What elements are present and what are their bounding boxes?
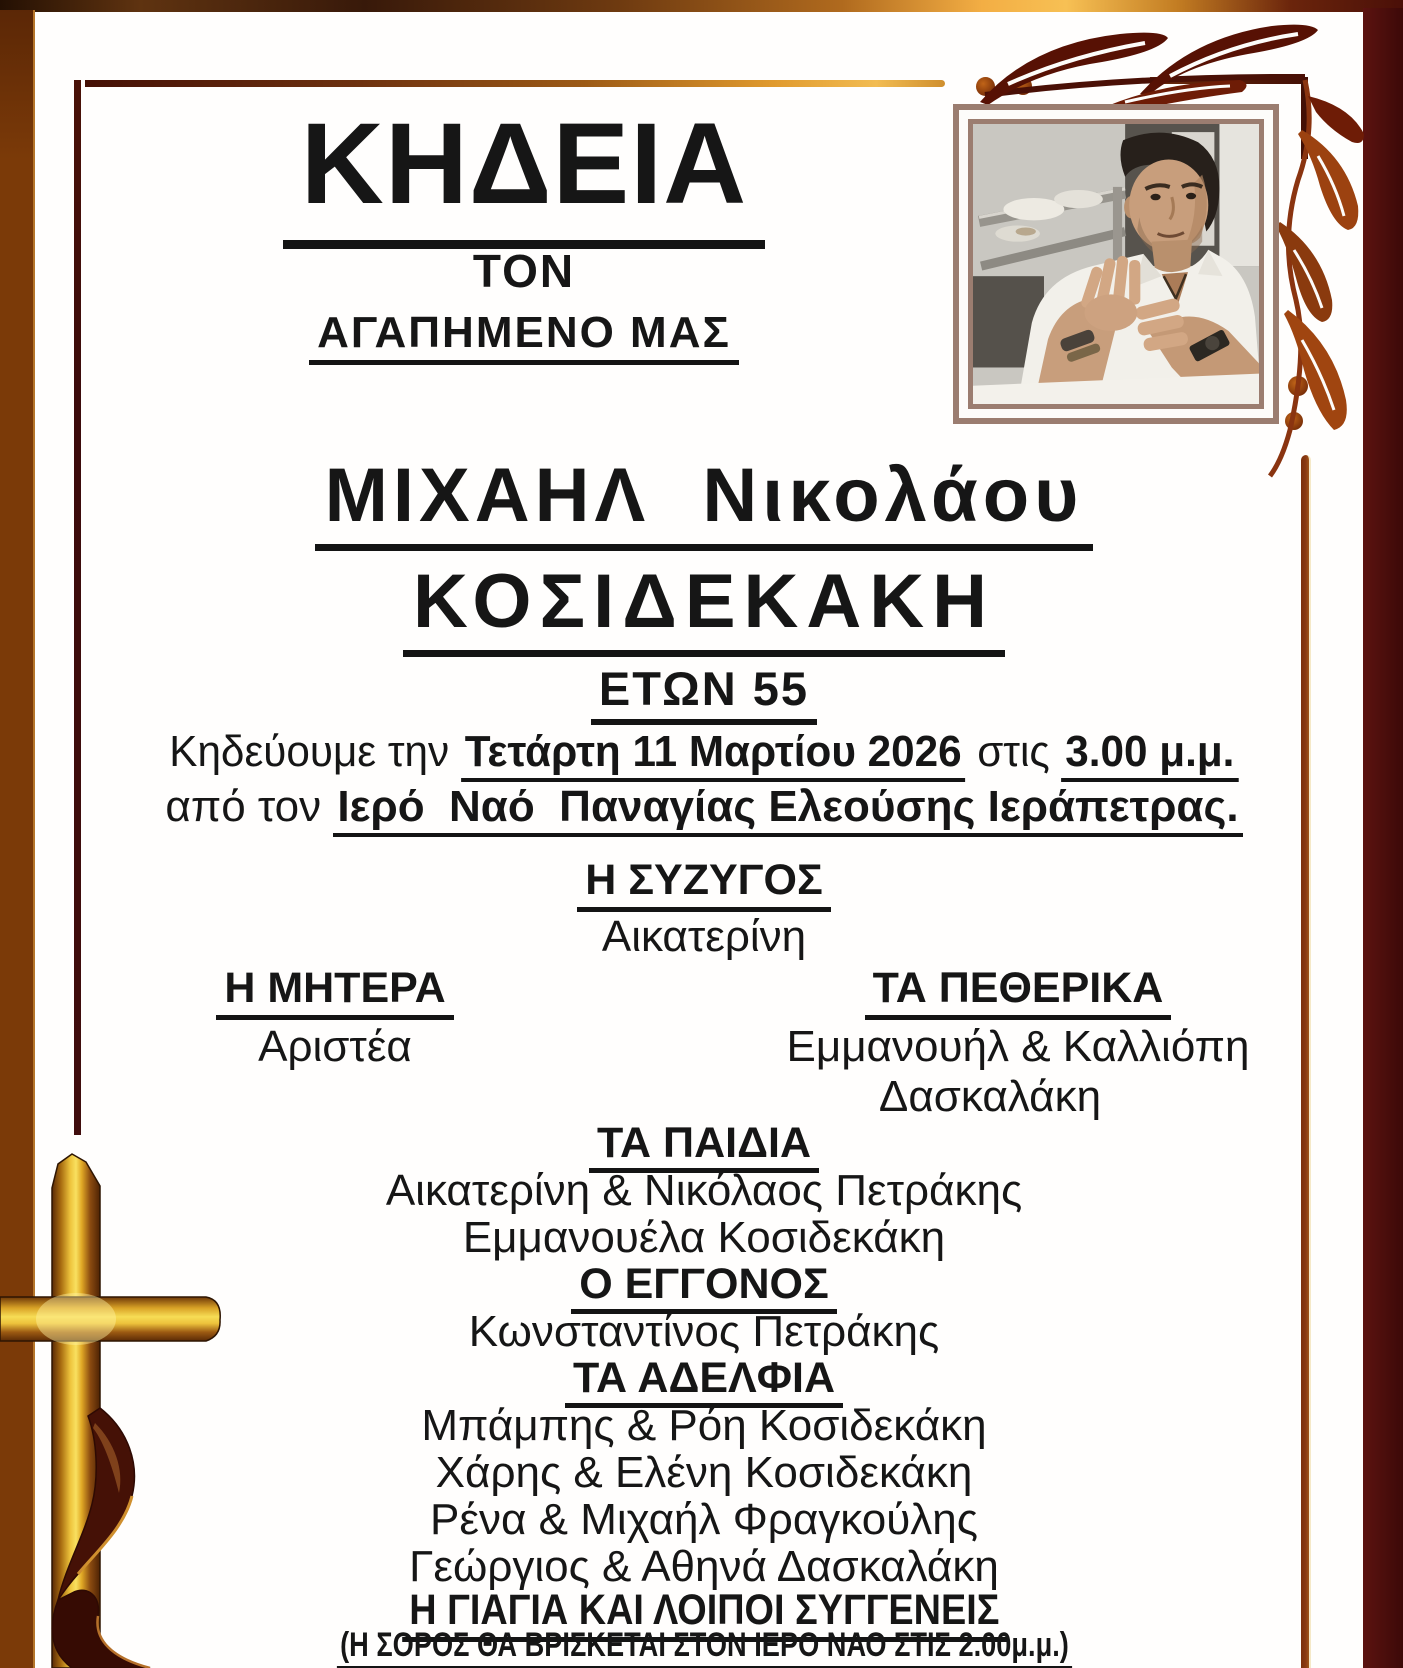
deceased-age: ΕΤΩΝ 55: [90, 661, 1318, 716]
in-laws-names: Δασκαλάκη: [878, 1072, 1102, 1121]
in-laws-header: ΤΑ ΠΕΘΕΡΙΚΑ: [735, 964, 1301, 1012]
inner-frame-top-line: [85, 80, 945, 87]
closing-line: Η ΓΙΑΓΙΑ ΚΑΙ ΛΟΙΠΟΙ ΣΥΓΓΕΝΕΙΣ: [90, 1586, 1318, 1635]
mother-name: Αριστέα: [258, 1022, 412, 1071]
intro-line-2: ΑΓΑΠΗΜΕΝΟ ΜΑΣ: [90, 308, 958, 358]
spouse-name: Αικατερίνη: [601, 912, 807, 961]
inner-frame-left-line: [74, 80, 81, 1135]
footnote: (Η ΣΟΡΟΣ ΘΑ ΒΡΙΣΚΕΤΑΙ ΣΤΟΝ ΙΕΡΟ ΝΑΟ ΣΤΙΣ 2.00μ.μ.): [90, 1626, 1318, 1665]
children-header: ΤΑ ΠΑΙΔΙΑ: [90, 1120, 1318, 1167]
spouse-header: Η ΣΥΖΥΓΟΣ: [90, 856, 1318, 905]
sibling-name: Χάρης & Ελένη Κοσιδεκάκη: [435, 1448, 973, 1497]
in-laws-names: Εμμανουήλ & Καλλιόπη: [786, 1022, 1250, 1071]
grandson-header: Ο ΕΓΓΟΝΟΣ: [90, 1261, 1318, 1308]
sibling-name: Μπάμπης & Ρόη Κοσιδεκάκη: [421, 1401, 987, 1450]
funeral-announcement-line-2: από τον Ιερό Ναό Παναγίας Ελεούσης Ιεράπετρας.: [90, 782, 1318, 832]
in-laws-column: [735, 964, 1301, 1122]
intro-line-1: ΤΟΝ: [472, 245, 576, 297]
family-sections: [90, 1120, 1318, 1590]
deceased-name-line-2: ΚΟΣΙΔΕΚΑΚΗ: [90, 558, 1318, 645]
grandson-name: Κωνσταντίνος Πετράκης: [468, 1307, 940, 1356]
mother-header: Η ΜΗΤΕΡΑ: [150, 964, 520, 1012]
sibling-name: Ρένα & Μιχαήλ Φραγκούλης: [430, 1495, 978, 1544]
sibling-name: Γεώργιος & Αθηνά Δασκαλάκη: [409, 1542, 999, 1591]
deceased-photo: [968, 119, 1264, 409]
deceased-name-line-1: ΜΙΧΑΗΛ Νικολάου: [90, 452, 1318, 539]
page-title: [90, 98, 958, 230]
siblings-header: ΤΑ ΑΔΕΛΦΙΑ: [90, 1355, 1318, 1402]
photo-frame: [953, 104, 1279, 424]
mother-column: [150, 964, 520, 1072]
child-name: Εμμανουέλα Κοσιδεκάκη: [462, 1213, 946, 1262]
child-name: Αικατερίνη & Νικόλαος Πετράκης: [385, 1166, 1023, 1215]
funeral-announcement-line-1: Κηδεύουμε την Τετάρτη 11 Μαρτίου 2026 στις 3.00 μ.μ.: [90, 727, 1318, 777]
page-title-text: ΚΗΔΕΙΑ: [283, 100, 765, 249]
